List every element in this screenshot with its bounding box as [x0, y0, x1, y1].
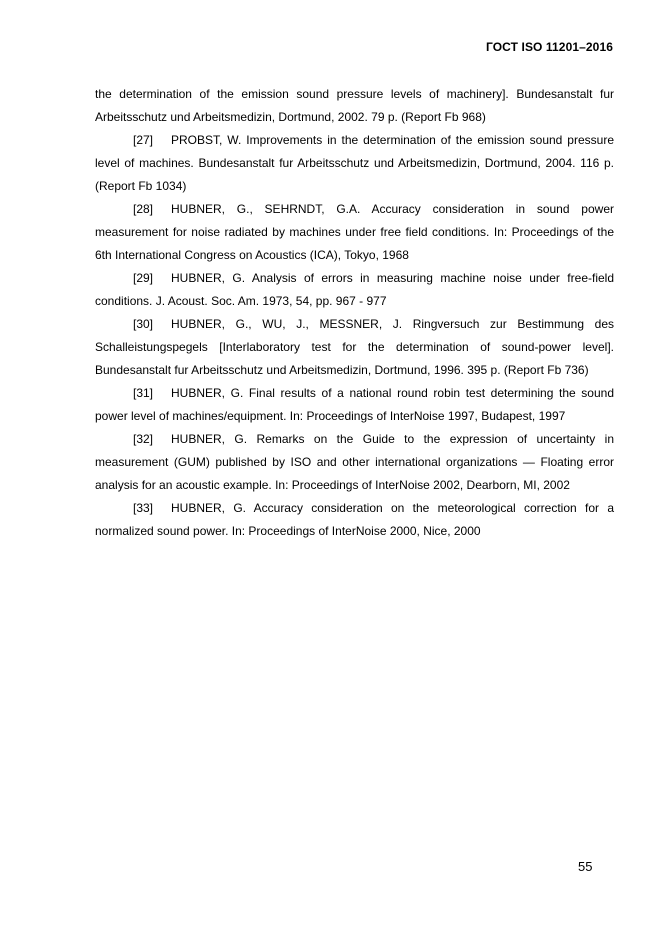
reference-number: [32]	[133, 432, 154, 446]
page-number: 55	[578, 859, 593, 874]
bibliography-section	[95, 83, 614, 543]
reference-27	[95, 129, 614, 198]
reference-32	[95, 428, 614, 497]
reference-28	[95, 198, 614, 267]
reference-number: [33]	[133, 501, 154, 515]
reference-31	[95, 382, 614, 428]
reference-number: [27]	[133, 133, 154, 147]
reference-text: HUBNER, G. Analysis of errors in measuring machine noise under free-field conditions. J. Acoust. Soc. Am. 1973, 54, pp. 967 - 977	[95, 271, 614, 308]
reference-number: [29]	[133, 271, 154, 285]
reference-text: HUBNER, G., SEHRNDT, G.A. Accuracy consideration in sound power measurement for noise radiated by machines under free field conditions. In: Proceedings of the 6th International Congress on Acoustics (ICA), Tokyo, 1968	[95, 202, 614, 262]
reference-number: [31]	[133, 386, 154, 400]
reference-29	[95, 267, 614, 313]
reference-number: [30]	[133, 317, 154, 331]
reference-text: PROBST, W. Improvements in the determination of the emission sound pressure level of machines. Bundesanstalt fur Arbeitsschutz und Arbeitsmedizin, Dortmund, 2004. 116 p. (Report Fb 1034)	[95, 133, 614, 193]
document-header: ГОСТ ISO 11201–2016	[486, 40, 613, 54]
reference-number: [28]	[133, 202, 154, 216]
reference-text: HUBNER, G. Final results of a national round robin test determining the sound power level of machines/equipment. In: Proceedings of InterNoise 1997, Budapest, 1997	[95, 386, 614, 423]
reference-text: HUBNER, G. Remarks on the Guide to the expression of uncertainty in measurement (GUM) published by ISO and other international organizations — Floating error analysis for an acoustic example. In: Proceedings of InterNoise 2002, Dearborn, MI, 2002	[95, 432, 614, 492]
reference-text: HUBNER, G., WU, J., MESSNER, J. Ringversuch zur Bestimmung des Schalleistungspegels [Interlaboratory test for the determination of sound-power level]. Bundesanstalt fur Arbeitsschutz und Arbeitsmedizin, Dortmund, 1996. 395 p. (Report Fb 736)	[95, 317, 614, 377]
reference-30	[95, 313, 614, 382]
reference-33	[95, 497, 614, 543]
reference-text: HUBNER, G. Accuracy consideration on the meteorological correction for a normalized sound power. In: Proceedings of InterNoise 2000, Nice, 2000	[95, 501, 614, 538]
continuation-paragraph: the determination of the emission sound pressure levels of machinery]. Bundesanstalt fur Arbeitsschutz und Arbeitsmedizin, Dortmund, 2002. 79 p. (Report Fb 968)	[95, 87, 614, 124]
